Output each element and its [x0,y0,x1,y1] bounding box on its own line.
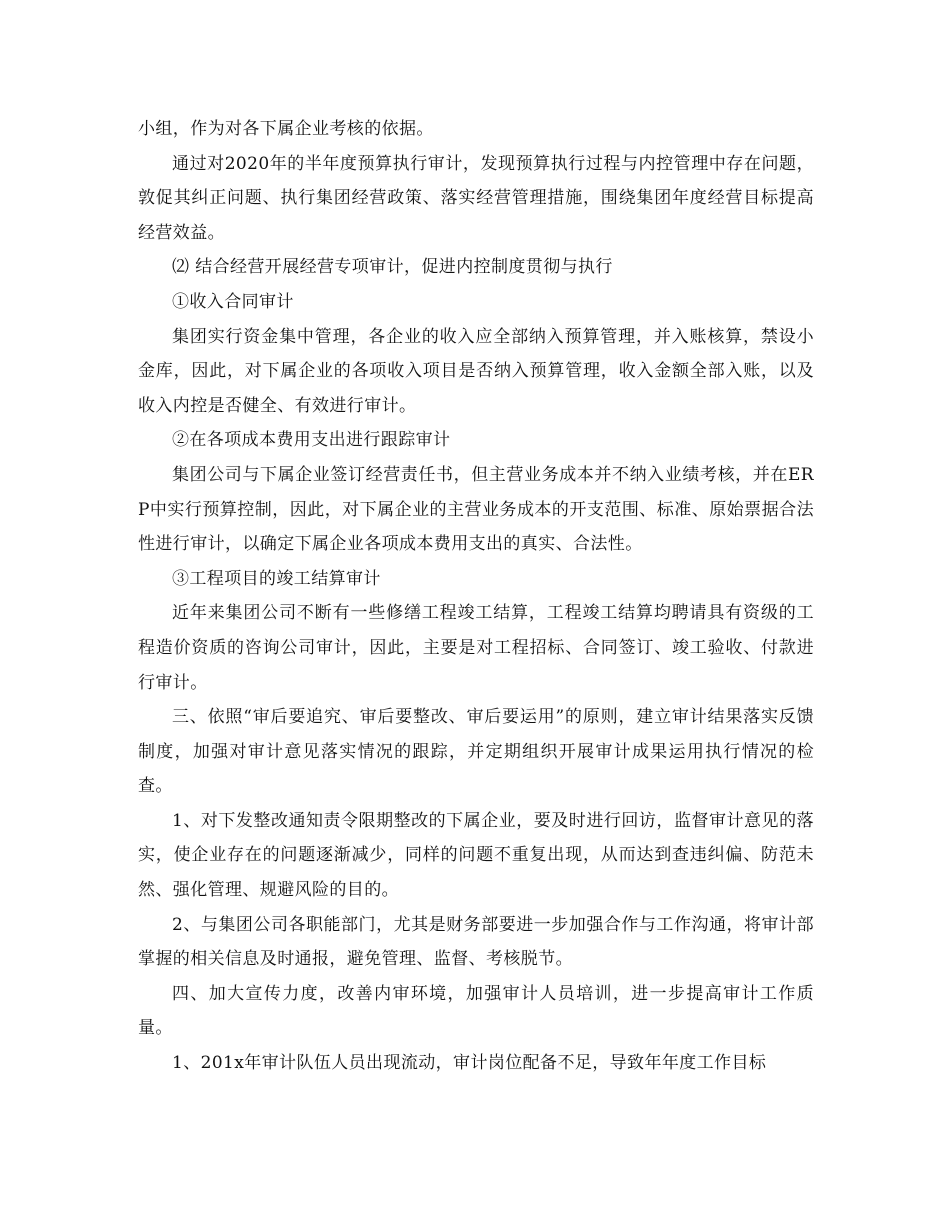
paragraph: 四、加大宣传力度，改善内审环境，加强审计人员培训，进一步提高审计工作质量。 [138,983,814,1039]
paragraph: 集团实行资金集中管理，各企业的收入应全部纳入预算管理，并入账核算，禁设小金库，因此，对下属企业的各项收入项目是否纳入预算管理，收入金额全部入账，以及收入内控是否健全、有效进行审计。 [138,326,814,416]
paragraph: ①收入合同审计 [172,291,294,312]
document-body [138,112,814,1081]
paragraph: 集团公司与下属企业签订经营责任书，但主营业务成本并不纳入业绩考核，并在ERP中实行预算控制，因此，对下属企业的主营业务成本的开支范围、标准、原始票据合法性进行审计，以确定下属企业各项成本费用支出的真实、合法性。 [138,464,814,555]
paragraph: 小组，作为对各下属企业考核的依据。 [138,119,434,139]
paragraph: 三、依照“审后要追究、审后要整改、审后要运用”的原则，建立审计结果落实反馈制度，加强对审计意见落实情况的跟踪，并定期组织开展审计成果运用执行情况的检查。 [138,707,814,797]
paragraph: 2、与集团公司各职能部门，尤其是财务部要进一步加强合作与工作沟通，将审计部掌握的相关信息及时通报，避免管理、监督、考核脱节。 [138,914,814,970]
paragraph: 通过对2020年的半年度预算执行审计，发现预算执行过程与内控管理中存在问题，敦促其纠正问题、执行集团经营政策、落实经营管理措施，围绕集团年度经营目标提高经营效益。 [138,153,814,243]
paragraph: ③工程项目的竣工结算审计 [172,568,381,589]
paragraph: 1、201x年审计队伍人员出现流动，审计岗位配备不足，导致年年度工作目标 [172,1053,767,1074]
paragraph: ②在各项成本费用支出进行跟踪审计 [172,430,451,451]
paragraph: 1、对下发整改通知责令限期整改的下属企业，要及时进行回访，监督审计意见的落实，使企业存在的问题逐渐减少，同样的问题不重复出现，从而达到查违纠偏、防范未然、强化管理、规避风险的目的。 [138,810,814,901]
paragraph: ⑵ 结合经营开展经营专项审计，促进内控制度贯彻与执行 [172,257,613,278]
paragraph: 近年来集团公司不断有一些修缮工程竣工结算，工程竣工结算均聘请具有资级的工程造价资质的咨询公司审计，因此，主要是对工程招标、合同签订、竣工验收、付款进行审计。 [138,603,814,693]
